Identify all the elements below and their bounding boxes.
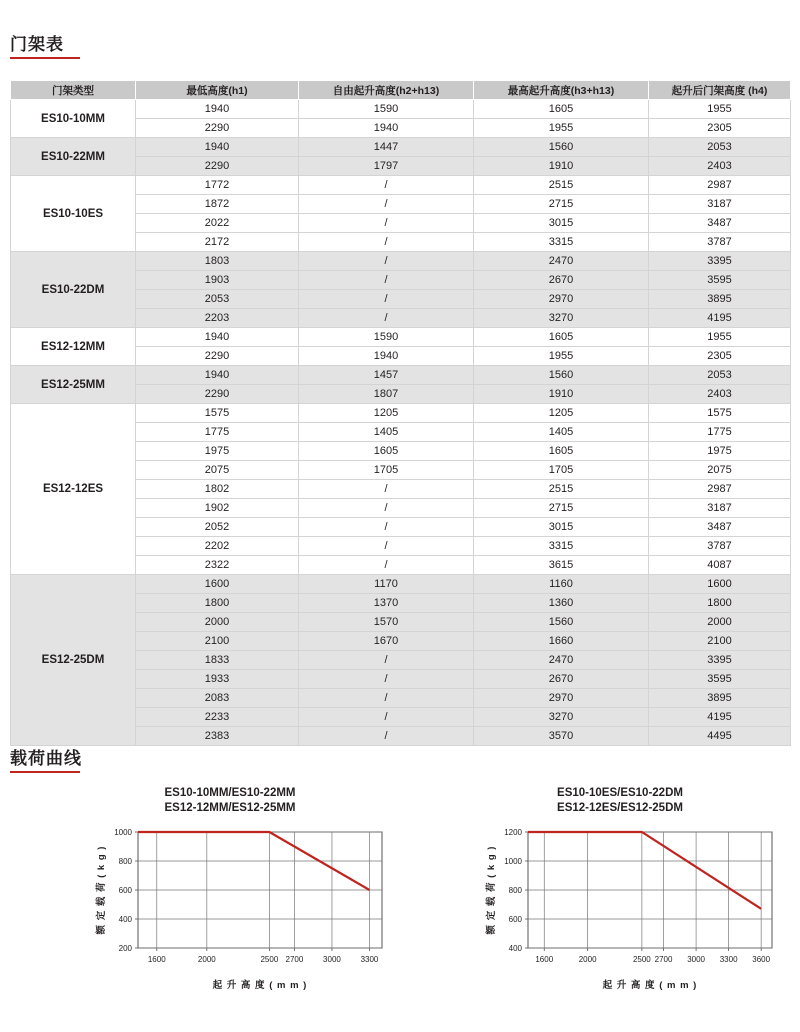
data-cell: 2470	[474, 252, 649, 271]
chart-left-heading	[60, 786, 400, 816]
x-tick-label: 3000	[323, 955, 341, 964]
data-cell: 1560	[474, 366, 649, 385]
x-tick-label: 3000	[687, 955, 705, 964]
y-tick-label: 400	[118, 915, 132, 924]
x-tick-label: 2000	[578, 955, 597, 964]
load-title-underline	[10, 771, 80, 773]
data-cell: /	[299, 252, 474, 271]
data-cell: 1975	[136, 442, 299, 461]
data-cell: 2305	[649, 119, 791, 138]
data-cell: 2670	[474, 271, 649, 290]
data-cell: /	[299, 537, 474, 556]
column-header-max-lift: 最高起升高度(h3+h13)	[474, 81, 649, 100]
data-cell: 1670	[299, 632, 474, 651]
data-cell: /	[299, 195, 474, 214]
data-cell: 2322	[136, 556, 299, 575]
chart-right-svg	[450, 822, 790, 1002]
data-cell: 2987	[649, 480, 791, 499]
data-cell: 1590	[299, 328, 474, 347]
table-row	[11, 575, 791, 594]
data-cell: 1705	[474, 461, 649, 480]
x-tick-label: 2700	[285, 955, 304, 964]
mast-table-body	[11, 100, 791, 746]
y-axis-title: 额 定 载 荷 ( k g )	[96, 845, 107, 935]
data-cell: 3015	[474, 214, 649, 233]
data-cell: 2715	[474, 499, 649, 518]
column-header-min-height: 最低高度(h1)	[136, 81, 299, 100]
data-cell: /	[299, 689, 474, 708]
y-tick-label: 600	[508, 915, 522, 924]
x-tick-label: 3300	[360, 955, 379, 964]
data-cell: /	[299, 499, 474, 518]
data-cell: 1955	[474, 347, 649, 366]
data-cell: 2203	[136, 309, 299, 328]
data-cell: 3895	[649, 689, 791, 708]
chart-right-heading-line1: ES10-10ES/ES10-22DM	[557, 787, 683, 799]
data-cell: 1605	[474, 442, 649, 461]
data-cell: 2100	[649, 632, 791, 651]
data-cell: 1802	[136, 480, 299, 499]
chart-left-heading-line2: ES12-12MM/ES12-25MM	[164, 802, 296, 814]
data-cell: 1902	[136, 499, 299, 518]
data-cell: 2233	[136, 708, 299, 727]
x-axis-title: 起 升 高 度 ( m m )	[602, 980, 698, 991]
data-cell: 1575	[136, 404, 299, 423]
mast-type-cell: ES10-10MM	[11, 100, 136, 138]
data-cell: 2075	[136, 461, 299, 480]
data-cell: 1772	[136, 176, 299, 195]
data-cell: 1605	[474, 100, 649, 119]
chart-left-svg	[60, 822, 400, 1002]
column-header-extended: 起升后门架高度 (h4)	[649, 81, 791, 100]
table-row	[11, 100, 791, 119]
data-cell: 2053	[136, 290, 299, 309]
data-cell: 1955	[649, 328, 791, 347]
table-header-row	[11, 81, 791, 100]
data-cell: 1800	[649, 594, 791, 613]
table-row	[11, 404, 791, 423]
data-cell: 1600	[136, 575, 299, 594]
data-cell: 2515	[474, 480, 649, 499]
data-cell: 1560	[474, 138, 649, 157]
chart-right-heading-line2: ES12-12ES/ES12-25DM	[557, 802, 683, 814]
data-cell: 2290	[136, 119, 299, 138]
data-cell: 2053	[649, 138, 791, 157]
data-cell: 1903	[136, 271, 299, 290]
data-cell: 3895	[649, 290, 791, 309]
data-cell: 2970	[474, 290, 649, 309]
mast-table-title-block	[10, 30, 80, 59]
data-cell: 1775	[649, 423, 791, 442]
data-cell: 1955	[474, 119, 649, 138]
data-cell: 1205	[299, 404, 474, 423]
data-cell: 1360	[474, 594, 649, 613]
data-cell: /	[299, 309, 474, 328]
data-cell: 3487	[649, 518, 791, 537]
table-row	[11, 176, 791, 195]
mast-type-cell: ES12-25MM	[11, 366, 136, 404]
table-row	[11, 252, 791, 271]
data-cell: 3315	[474, 233, 649, 252]
data-cell: 1160	[474, 575, 649, 594]
data-cell: 2403	[649, 157, 791, 176]
mast-type-cell: ES10-22DM	[11, 252, 136, 328]
data-cell: 2383	[136, 727, 299, 746]
data-cell: /	[299, 290, 474, 309]
mast-table	[10, 80, 791, 746]
data-cell: 1705	[299, 461, 474, 480]
data-cell: 2083	[136, 689, 299, 708]
data-cell: 3315	[474, 537, 649, 556]
data-cell: 3270	[474, 309, 649, 328]
data-cell: 1910	[474, 385, 649, 404]
load-curve-chart-right	[450, 786, 790, 1002]
data-cell: 1910	[474, 157, 649, 176]
data-cell: 2000	[649, 613, 791, 632]
data-cell: /	[299, 176, 474, 195]
x-tick-label: 2000	[197, 955, 216, 964]
load-curve-title: 载荷曲线	[10, 749, 82, 768]
load-curve-title-block	[10, 744, 82, 773]
data-cell: 1807	[299, 385, 474, 404]
data-cell: /	[299, 651, 474, 670]
data-cell: 1590	[299, 100, 474, 119]
data-cell: 3570	[474, 727, 649, 746]
data-cell: /	[299, 480, 474, 499]
chart-right-plot	[450, 822, 790, 1002]
data-cell: 1955	[649, 100, 791, 119]
data-cell: 1800	[136, 594, 299, 613]
chart-right-heading	[450, 786, 790, 816]
data-cell: 1872	[136, 195, 299, 214]
data-cell: 1940	[136, 328, 299, 347]
data-cell: 2000	[136, 613, 299, 632]
data-cell: /	[299, 214, 474, 233]
data-cell: 2987	[649, 176, 791, 195]
mast-type-cell: ES12-12ES	[11, 404, 136, 575]
data-cell: 1660	[474, 632, 649, 651]
data-cell: 2290	[136, 385, 299, 404]
data-cell: 1833	[136, 651, 299, 670]
mast-type-cell: ES12-25DM	[11, 575, 136, 746]
data-cell: 4195	[649, 708, 791, 727]
mast-type-cell: ES10-22MM	[11, 138, 136, 176]
data-cell: 1797	[299, 157, 474, 176]
data-cell: 3595	[649, 670, 791, 689]
data-cell: 1405	[299, 423, 474, 442]
data-cell: 1205	[474, 404, 649, 423]
data-cell: /	[299, 271, 474, 290]
data-cell: 4087	[649, 556, 791, 575]
data-cell: 2053	[649, 366, 791, 385]
x-tick-label: 2700	[654, 955, 673, 964]
data-cell: 1940	[136, 100, 299, 119]
data-cell: 2403	[649, 385, 791, 404]
chart-left-plot	[60, 822, 400, 1002]
data-cell: 3395	[649, 651, 791, 670]
x-tick-label: 1600	[535, 955, 554, 964]
table-row	[11, 366, 791, 385]
y-tick-label: 600	[118, 886, 132, 895]
data-cell: /	[299, 670, 474, 689]
table-row	[11, 328, 791, 347]
x-tick-label: 3600	[752, 955, 771, 964]
x-tick-label: 2500	[632, 955, 651, 964]
data-cell: 1600	[649, 575, 791, 594]
table-row	[11, 138, 791, 157]
data-cell: /	[299, 708, 474, 727]
chart-left-heading-line1: ES10-10MM/ES10-22MM	[164, 787, 296, 799]
data-cell: 2172	[136, 233, 299, 252]
data-cell: 2715	[474, 195, 649, 214]
data-cell: 1940	[136, 366, 299, 385]
column-header-free-lift: 自由起升高度(h2+h13)	[299, 81, 474, 100]
data-cell: 2075	[649, 461, 791, 480]
data-cell: 2970	[474, 689, 649, 708]
y-tick-label: 1000	[114, 828, 132, 837]
data-cell: 2022	[136, 214, 299, 233]
column-header-mast-type: 门架类型	[11, 81, 136, 100]
data-cell: 1975	[649, 442, 791, 461]
data-cell: 1560	[474, 613, 649, 632]
data-cell: 3270	[474, 708, 649, 727]
x-tick-label: 2500	[260, 955, 279, 964]
mast-table-title: 门架表	[10, 35, 64, 54]
y-tick-label: 200	[118, 944, 132, 953]
data-cell: 1570	[299, 613, 474, 632]
data-cell: 2470	[474, 651, 649, 670]
data-cell: 3395	[649, 252, 791, 271]
data-cell: 2290	[136, 157, 299, 176]
data-cell: 1457	[299, 366, 474, 385]
y-axis-title: 额 定 载 荷 ( k g )	[486, 845, 497, 935]
data-cell: /	[299, 518, 474, 537]
data-cell: /	[299, 727, 474, 746]
data-cell: 3187	[649, 195, 791, 214]
load-curve-chart-left	[60, 786, 400, 1002]
data-cell: 2515	[474, 176, 649, 195]
data-cell: 2100	[136, 632, 299, 651]
data-cell: 1940	[136, 138, 299, 157]
data-cell: 3615	[474, 556, 649, 575]
data-cell: /	[299, 556, 474, 575]
data-cell: 1447	[299, 138, 474, 157]
y-tick-label: 1200	[504, 828, 522, 837]
data-cell: 2670	[474, 670, 649, 689]
data-cell: 1370	[299, 594, 474, 613]
data-cell: 3787	[649, 537, 791, 556]
mast-title-underline	[10, 57, 80, 59]
mast-table-wrapper	[10, 80, 790, 746]
x-tick-label: 3300	[719, 955, 738, 964]
data-cell: 4495	[649, 727, 791, 746]
data-cell: 1775	[136, 423, 299, 442]
x-tick-label: 1600	[147, 955, 166, 964]
data-cell: 4195	[649, 309, 791, 328]
data-cell: 2052	[136, 518, 299, 537]
data-cell: 1803	[136, 252, 299, 271]
y-tick-label: 800	[508, 886, 522, 895]
data-cell: 1605	[474, 328, 649, 347]
data-cell: 2305	[649, 347, 791, 366]
data-cell: 1940	[299, 347, 474, 366]
data-cell: 1405	[474, 423, 649, 442]
data-cell: 1933	[136, 670, 299, 689]
data-cell: 1940	[299, 119, 474, 138]
data-cell: 2290	[136, 347, 299, 366]
data-cell: 1170	[299, 575, 474, 594]
data-cell: 3487	[649, 214, 791, 233]
data-cell: 3015	[474, 518, 649, 537]
data-cell: 3187	[649, 499, 791, 518]
mast-type-cell: ES12-12MM	[11, 328, 136, 366]
mast-type-cell: ES10-10ES	[11, 176, 136, 252]
y-tick-label: 400	[508, 944, 522, 953]
y-tick-label: 1000	[504, 857, 522, 866]
data-cell: /	[299, 233, 474, 252]
data-cell: 1605	[299, 442, 474, 461]
data-cell: 3595	[649, 271, 791, 290]
y-tick-label: 800	[118, 857, 132, 866]
data-cell: 2202	[136, 537, 299, 556]
data-cell: 1575	[649, 404, 791, 423]
data-cell: 3787	[649, 233, 791, 252]
x-axis-title: 起 升 高 度 ( m m )	[212, 980, 308, 991]
